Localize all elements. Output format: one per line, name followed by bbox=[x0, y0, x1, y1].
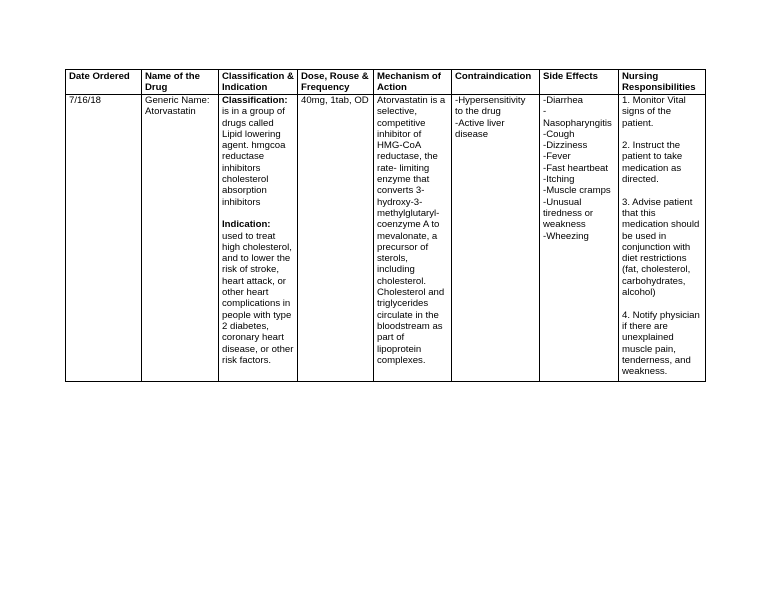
indication-text: used to treat high cholesterol, and to lower the risk of stroke, heart attack, or other heart complications in people with type 2 diabetes, coronary heart disease, or other risk factors. bbox=[222, 230, 294, 366]
indication-label: Indication: bbox=[222, 219, 271, 231]
spacer bbox=[222, 208, 294, 219]
side-effect-item: -Cough bbox=[543, 128, 575, 140]
contraindication-item: -Active liver disease bbox=[455, 117, 505, 140]
header-drug-name: Name of the Drug bbox=[142, 70, 219, 95]
cell-dose bbox=[298, 95, 374, 382]
header-contraindication: Contraindication bbox=[452, 70, 540, 95]
header-nursing-responsibilities: Nursing Responsibilities bbox=[619, 70, 706, 95]
header-mechanism: Mechanism of Action bbox=[374, 70, 452, 95]
cell-nursing-responsibilities bbox=[619, 95, 706, 382]
dose-value: 40mg, 1tab, OD bbox=[301, 95, 369, 106]
table-row bbox=[66, 95, 706, 382]
side-effect-item: -Fever bbox=[543, 151, 571, 163]
nursing-responsibility-item: 4. Notify physician if there are unexplained muscle pain, tenderness, and weakness. bbox=[622, 309, 700, 378]
cell-mechanism bbox=[374, 95, 452, 382]
nursing-responsibility-item: 1. Monitor Vital signs of the patient. bbox=[622, 95, 686, 129]
nursing-responsibility-item: 2. Instruct the patient to take medication as directed. bbox=[622, 140, 683, 186]
side-effect-item: -Dizziness bbox=[543, 140, 588, 152]
cell-side-effects bbox=[540, 95, 619, 382]
side-effect-item: -Fast heartbeat bbox=[543, 162, 609, 174]
drug-study-table bbox=[65, 69, 706, 382]
side-effect-item: -Muscle cramps bbox=[543, 185, 611, 197]
side-effect-item: -Wheezing bbox=[543, 230, 589, 242]
header-dose: Dose, Rouse & Frequency bbox=[298, 70, 374, 95]
cell-classification-indication bbox=[219, 95, 298, 382]
side-effect-item: -Diarrhea bbox=[543, 95, 583, 106]
contraindication-item: -Hypersensitivity to the drug bbox=[455, 95, 526, 118]
cell-drug-name bbox=[142, 95, 219, 382]
header-row bbox=[66, 70, 706, 95]
date-ordered-value: 7/16/18 bbox=[69, 95, 102, 106]
header-classification: Classification & Indication bbox=[219, 70, 298, 95]
classification-label: Classification: bbox=[222, 95, 288, 106]
header-date-ordered: Date Ordered bbox=[66, 70, 142, 95]
generic-name-label: Generic Name: bbox=[145, 95, 210, 106]
header-side-effects: Side Effects bbox=[540, 70, 619, 95]
cell-contraindication bbox=[452, 95, 540, 382]
side-effect-item: -Unusual tiredness or weakness bbox=[543, 196, 594, 231]
mechanism-text: Atorvastatin is a selective, competitive inhibitor of HMG-CoA reductase, the rate- limiting enzyme that converts 3-hydroxy-3-methylglutaryl-coenzyme A to mevalonate, a precursor of sterols, including cholesterol. Cholesterol and triglycerides circulate in the bloodstream as part of lipoprotein complexes. bbox=[377, 95, 446, 366]
cell-date-ordered bbox=[66, 95, 142, 382]
nursing-responsibility-item: 3. Advise patient that this medication should be used in conjunction with diet restrictions (fat, cholesterol, carbohydrates, alcohol) bbox=[622, 196, 700, 299]
side-effect-item: Nasopharyngitis bbox=[543, 117, 612, 129]
side-effect-item: -Itching bbox=[543, 174, 575, 186]
generic-name-value: Atorvastatin bbox=[145, 106, 196, 118]
classification-text: is in a group of drugs called Lipid lowering agent. hmgcoa reductase inhibitors cholesterol absorption inhibitors bbox=[222, 106, 286, 208]
side-effect-item: - bbox=[543, 106, 547, 118]
